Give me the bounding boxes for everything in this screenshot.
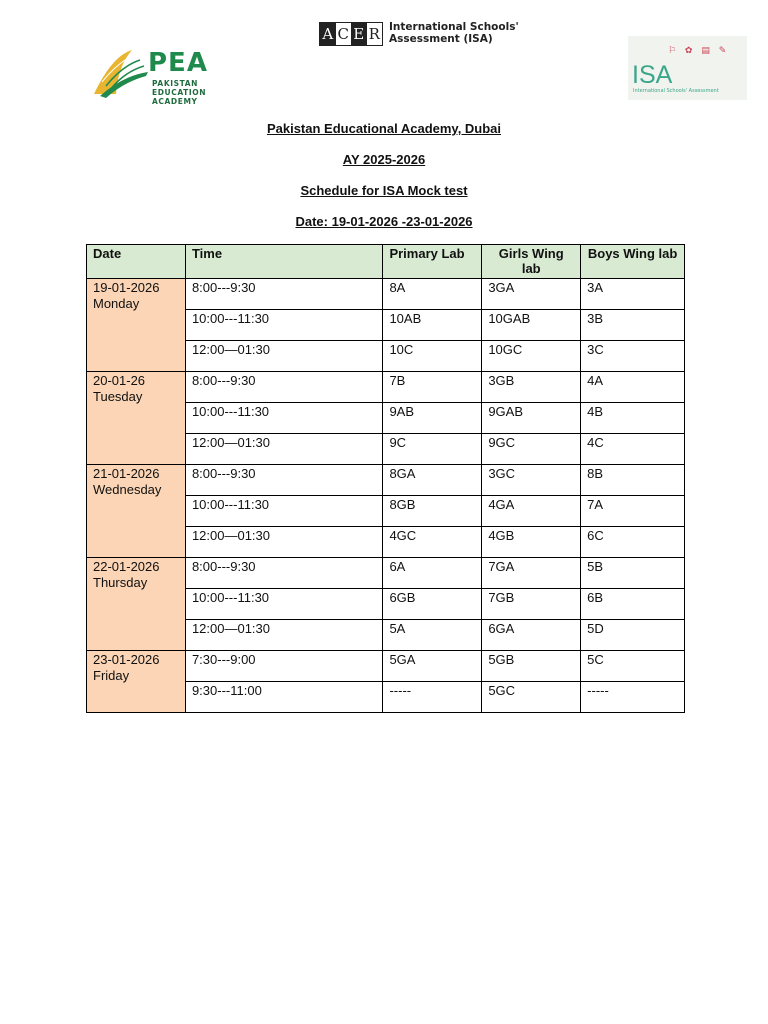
isa-decorative-icons: ⚐ ✿ ▤ ✎: [668, 46, 730, 56]
table-header-row: [87, 245, 685, 279]
primary-lab-cell: 10C: [383, 341, 482, 372]
academic-year: AY 2025-2026: [342, 152, 426, 167]
time-cell: 12:00—01:30: [185, 341, 383, 372]
pea-logo: [92, 44, 237, 106]
weekday-value: Tuesday: [93, 389, 143, 404]
girls-wing-cell: 9GC: [482, 434, 581, 465]
primary-lab-cell: 4GC: [383, 527, 482, 558]
girls-wing-cell: 5GB: [482, 651, 581, 682]
time-cell: 8:00---9:30: [185, 372, 383, 403]
date-range: Date: 19-01-2026 -23-01-2026: [295, 214, 473, 229]
primary-lab-cell: 8A: [383, 279, 482, 310]
time-cell: 10:00---11:30: [185, 496, 383, 527]
girls-wing-cell: 9GAB: [482, 403, 581, 434]
primary-lab-cell: 9C: [383, 434, 482, 465]
table-row: [87, 279, 685, 310]
time-cell: 7:30---9:00: [185, 651, 383, 682]
date-cell: [87, 279, 186, 372]
isa-logo: [628, 36, 747, 100]
girls-wing-cell: 7GA: [482, 558, 581, 589]
boys-wing-cell: 6B: [581, 589, 685, 620]
primary-lab-cell: 8GB: [383, 496, 482, 527]
time-cell: 10:00---11:30: [185, 403, 383, 434]
date-value: 21-01-2026: [93, 466, 160, 481]
girls-wing-cell: 6GA: [482, 620, 581, 651]
pea-subtitle: [152, 79, 206, 106]
acer-caption-line1: International Schools': [389, 21, 519, 33]
table-body: [87, 279, 685, 713]
primary-lab-cell: 8GA: [383, 465, 482, 496]
primary-lab-cell: 10AB: [383, 310, 482, 341]
primary-lab-cell: 6GB: [383, 589, 482, 620]
date-cell: [87, 372, 186, 465]
date-value: 19-01-2026: [93, 280, 160, 295]
primary-lab-cell: -----: [383, 682, 482, 713]
table-row: [87, 558, 685, 589]
acer-caption-line2: Assessment (ISA): [389, 33, 493, 45]
acer-letter: C: [336, 23, 352, 45]
boys-wing-cell: 6C: [581, 527, 685, 558]
isa-wordmark: ISA: [632, 61, 673, 89]
time-cell: 12:00—01:30: [185, 620, 383, 651]
schedule-table: [86, 244, 685, 713]
time-cell: 10:00---11:30: [185, 310, 383, 341]
boys-wing-cell: 5C: [581, 651, 685, 682]
boys-wing-cell: 3A: [581, 279, 685, 310]
schedule-title: Schedule for ISA Mock test: [300, 183, 468, 198]
girls-wing-cell: 3GA: [482, 279, 581, 310]
boys-wing-cell: 5B: [581, 558, 685, 589]
time-cell: 9:30---11:00: [185, 682, 383, 713]
document-headings: [0, 120, 768, 244]
boys-wing-cell: 3B: [581, 310, 685, 341]
girls-wing-cell: 5GC: [482, 682, 581, 713]
date-cell: [87, 558, 186, 651]
time-cell: 8:00---9:30: [185, 465, 383, 496]
boys-wing-cell: 4C: [581, 434, 685, 465]
girls-wing-cell: 7GB: [482, 589, 581, 620]
date-cell: [87, 651, 186, 713]
header-date: Date: [87, 245, 186, 279]
boys-wing-cell: 4A: [581, 372, 685, 403]
table-row: [87, 465, 685, 496]
weekday-value: Monday: [93, 296, 140, 311]
header-boys-wing-lab: Boys Wing lab: [581, 245, 685, 279]
primary-lab-cell: 9AB: [383, 403, 482, 434]
boys-wing-cell: 8B: [581, 465, 685, 496]
boys-wing-cell: 4B: [581, 403, 685, 434]
weekday-value: Wednesday: [93, 482, 162, 497]
time-cell: 12:00—01:30: [185, 434, 383, 465]
time-cell: 10:00---11:30: [185, 589, 383, 620]
table-row: [87, 372, 685, 403]
date-value: 20-01-26: [93, 373, 146, 388]
primary-lab-cell: 5GA: [383, 651, 482, 682]
primary-lab-cell: 7B: [383, 372, 482, 403]
boys-wing-cell: 7A: [581, 496, 685, 527]
acer-letter: R: [367, 23, 383, 45]
girls-wing-cell: 10GC: [482, 341, 581, 372]
pea-subtitle-line: ACADEMY: [152, 97, 198, 106]
header-primary-lab: Primary Lab: [383, 245, 482, 279]
boys-wing-cell: -----: [581, 682, 685, 713]
time-cell: 8:00---9:30: [185, 558, 383, 589]
date-value: 23-01-2026: [93, 652, 160, 667]
girls-wing-cell: 3GB: [482, 372, 581, 403]
table-row: [87, 651, 685, 682]
header-girls-wing-lab: Girls Wing lab: [482, 245, 581, 279]
pea-wordmark: PEA: [148, 48, 208, 78]
time-cell: 12:00—01:30: [185, 527, 383, 558]
acer-caption: [389, 21, 519, 45]
header-time: Time: [185, 245, 383, 279]
weekday-value: Friday: [93, 668, 130, 683]
isa-tagline: International Schools' Assessment: [633, 88, 719, 94]
acer-letter: A: [320, 23, 336, 45]
date-value: 22-01-2026: [93, 559, 160, 574]
acer-isa-logo: [319, 20, 519, 48]
time-cell: 8:00---9:30: [185, 279, 383, 310]
pea-emblem-icon: [92, 46, 152, 106]
girls-wing-cell: 4GA: [482, 496, 581, 527]
girls-wing-cell: 10GAB: [482, 310, 581, 341]
primary-lab-cell: 6A: [383, 558, 482, 589]
school-name: Pakistan Educational Academy, Dubai: [266, 121, 502, 136]
girls-wing-cell: 4GB: [482, 527, 581, 558]
primary-lab-cell: 5A: [383, 620, 482, 651]
pea-subtitle-line: PAKISTAN: [152, 79, 199, 88]
acer-wordmark: [319, 22, 383, 46]
date-cell: [87, 465, 186, 558]
boys-wing-cell: 3C: [581, 341, 685, 372]
pea-subtitle-line: EDUCATION: [152, 88, 207, 97]
girls-wing-cell: 3GC: [482, 465, 581, 496]
acer-letter: E: [351, 23, 367, 45]
boys-wing-cell: 5D: [581, 620, 685, 651]
weekday-value: Thursday: [93, 575, 148, 590]
